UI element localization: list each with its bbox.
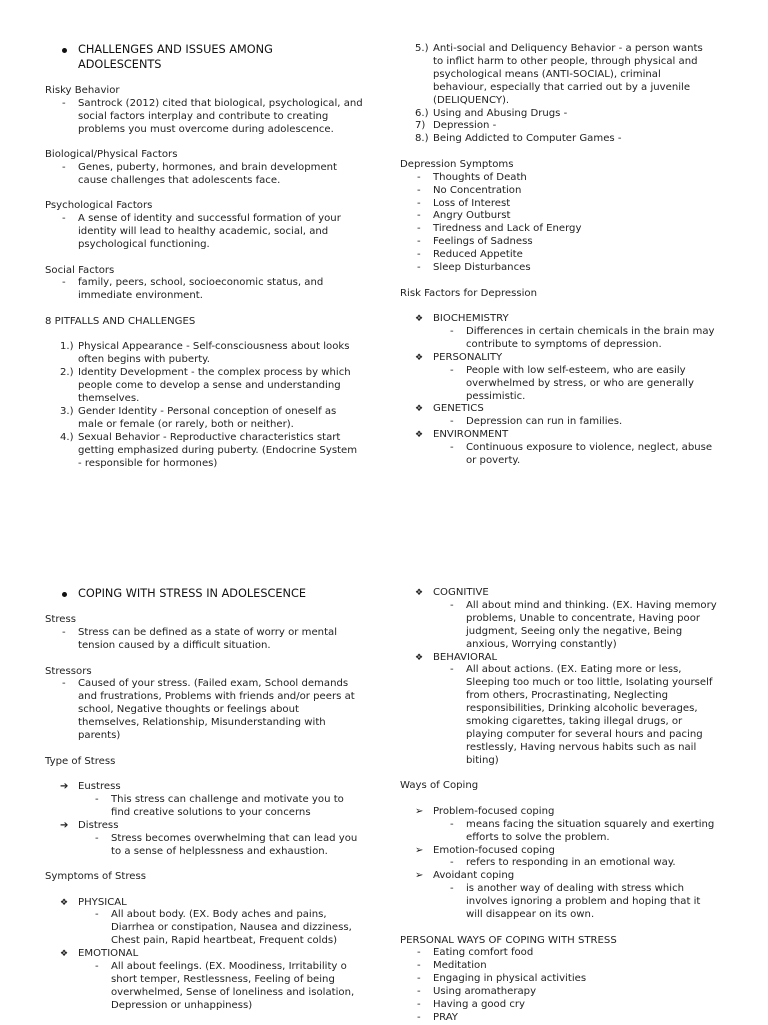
text-line: Differences in certain chemicals in the brain may [466, 326, 715, 337]
text-line: Identity Development - the complex process by which [78, 367, 351, 379]
text-line: immediate environment. [78, 290, 203, 302]
risk-factor-detail: - Continuous exposure to violence, neglect, abuse or poverty. [400, 442, 740, 468]
text-line: PRAY [433, 1011, 458, 1023]
text-line: Caused of your stress. (Failed exam, School demands [78, 678, 349, 690]
text-line: getting emphasized during puberty. (Endocrine System [78, 444, 358, 456]
text-line: family, peers, school, socioeconomic status, and [78, 277, 324, 289]
stressors-label: Stressors [45, 665, 92, 677]
text-line: Thoughts of Death [433, 171, 527, 183]
text-line: Engaging in physical activities [433, 973, 587, 985]
text-line: People with low self-esteem, who are easily [466, 364, 686, 376]
text-line: playing computer for several hours and pacing [466, 728, 703, 740]
pitfall-item [45, 406, 375, 432]
list-item: - PRAY [400, 1012, 745, 1025]
text-line: Sleeping too much or too little, Isolating yourself [466, 677, 713, 689]
biological-factors-label: Biological/Physical Factors [45, 149, 178, 160]
text-line: Eating comfort food [433, 947, 534, 959]
text-line: Depression or unhappiness) [111, 999, 253, 1011]
text-line: Being Addicted to Computer Games - [433, 133, 622, 145]
diamond-bullet-icon: ❖ [415, 652, 424, 663]
list-number: 3.) [60, 405, 74, 417]
text-line: Santrock (2012) cited that biological, psychological, and [78, 97, 363, 109]
risk-factor-detail: - Differences in certain chemicals in the brain may contribute to symptoms of depression. [400, 326, 740, 352]
list-item: - Engaging in physical activities [400, 973, 745, 986]
text-line: Genes, puberty, hormones, and brain development [78, 161, 338, 173]
text-line: problems you must overcome during adolescence. [78, 123, 334, 135]
coping-way-detail: - means facing the situation squarely and exerting efforts to solve the problem. [400, 819, 745, 845]
text-line: Problem-focused coping [433, 805, 555, 817]
stress-label: Stress [45, 614, 77, 626]
personal-ways-label: PERSONAL WAYS OF COPING WITH STRESS [400, 934, 617, 946]
text-line: overwhelmed by stress, or who are generally [466, 377, 694, 389]
coping-stress-section [45, 587, 375, 1013]
symptom-category-item [45, 948, 375, 961]
stress-type-item [45, 781, 375, 794]
arrow-right-icon: ➔ [60, 781, 69, 793]
list-item: - Having a good cry [400, 999, 745, 1012]
text-line: involves ignoring a problem and hoping that it [466, 896, 701, 908]
list-item: - Tiredness and Lack of Energy [400, 223, 740, 236]
risky-behavior-item: - Santrock (2012) cited that biological, psychological, and social factors interplay and contribute to creating problems you must overcome during adolescence. [45, 98, 375, 137]
text-line: (DELIQUENCY). [433, 94, 510, 106]
heading-line: CHALLENGES AND ISSUES AMONG [78, 43, 273, 56]
text-line: No Concentration [433, 184, 522, 196]
text-line: psychological functioning. [78, 239, 210, 251]
list-item: - Angry Outburst [400, 210, 740, 223]
text-line: pessimistic. [466, 390, 526, 402]
text-line: PHYSICAL [78, 896, 127, 908]
text-line: find creative solutions to your concerns [111, 806, 311, 818]
symptom-category-item [45, 897, 375, 910]
list-number: 7) [415, 120, 426, 132]
list-number: 8.) [415, 133, 429, 145]
text-line: Stress can be defined as a state of worry or mental [78, 627, 338, 639]
list-number: 1.) [60, 341, 74, 353]
arrowhead-right-icon: ➢ [415, 805, 424, 817]
text-line: Eustress [78, 781, 121, 793]
text-line: BIOCHEMISTRY [433, 313, 509, 325]
text-line: themselves, Relationship, Misunderstanding with [78, 717, 326, 729]
diamond-bullet-icon: ❖ [415, 314, 424, 325]
text-line: means facing the situation squarely and exerting [466, 818, 715, 830]
coping-way-item [400, 845, 745, 858]
text-line: social factors interplay and contribute to creating [78, 110, 329, 122]
text-line: from others, Procrastinating, Neglecting [466, 690, 669, 702]
text-line: Using aromatherapy [433, 986, 537, 998]
text-line: contribute to symptoms of depression. [466, 338, 662, 350]
text-line: cause challenges that adolescents face. [78, 174, 281, 186]
text-line: parents) [78, 730, 121, 742]
text-line: is another way of dealing with stress which [466, 883, 685, 895]
bullet-dot-icon [62, 48, 67, 53]
psychological-factors-label: Psychological Factors [45, 200, 153, 212]
text-line: responsibilities, Drinking alcoholic beverages, [466, 703, 698, 715]
list-item: - Meditation [400, 960, 745, 973]
diamond-bullet-icon: ❖ [415, 352, 424, 363]
heading-line: COPING WITH STRESS IN ADOLESCENCE [78, 587, 306, 600]
text-line: Avoidant coping [433, 870, 515, 882]
text-line: anxious, Worrying constantly) [466, 638, 617, 650]
text-line: male or female (or rarely, both or neither). [78, 418, 294, 430]
pitfall-item [400, 43, 740, 108]
text-line: often begins with puberty. [78, 354, 210, 366]
text-line: people come to develop a sense and understanding [78, 380, 341, 392]
text-line: smoking cigarettes, taking illegal drugs, or [466, 716, 683, 728]
stress-type-detail: - Stress becomes overwhelming that can lead you to a sense of helplessness and exhaustion. [45, 833, 375, 859]
risk-factor-item [400, 429, 740, 442]
list-item: - Sleep Disturbances [400, 262, 740, 275]
pitfalls-label: 8 PITFALLS AND CHALLENGES [45, 315, 196, 327]
stress-type-item [45, 820, 375, 833]
text-line: Distress [78, 819, 119, 831]
text-line: Using and Abusing Drugs - [433, 107, 568, 119]
text-line: All about body. (EX. Body aches and pains, [111, 909, 327, 921]
diamond-bullet-icon: ❖ [60, 949, 69, 960]
list-number: 4.) [60, 431, 74, 443]
text-line: GENETICS [433, 403, 484, 415]
list-item: - Thoughts of Death [400, 172, 740, 185]
stress-type-detail: - This stress can challenge and motivate you to find creative solutions to your concerns [45, 794, 375, 820]
text-line: and frustrations, Problems with friends and/or peers at [78, 691, 355, 703]
text-line: All about mind and thinking. (EX. Having memory [466, 599, 717, 611]
risk-factors-label: Risk Factors for Depression [400, 287, 538, 299]
type-of-stress-label: Type of Stress [45, 755, 116, 767]
text-line: Depression - [433, 120, 497, 132]
coping-way-detail: - is another way of dealing with stress which involves ignoring a problem and hoping that it will disappear on its own. [400, 883, 745, 922]
symptoms-of-stress-label: Symptoms of Stress [45, 871, 147, 883]
diamond-bullet-icon: ❖ [415, 430, 424, 441]
text-line: Continuous exposure to violence, neglect, abuse [466, 442, 713, 454]
text-line: identity will lead to healthy academic, social, and [78, 226, 329, 238]
text-line: - responsible for hormones) [78, 457, 218, 469]
text-line: Having a good cry [433, 999, 526, 1011]
pitfall-item [400, 133, 740, 146]
text-line: COGNITIVE [433, 587, 489, 598]
text-line: Chest pain, Rapid heartbeat, Frequent colds) [111, 935, 338, 947]
text-line: Tiredness and Lack of Energy [433, 223, 582, 235]
text-line: Loss of Interest [433, 197, 511, 209]
diamond-bullet-icon: ❖ [415, 588, 424, 598]
heading-line: ADOLESCENTS [78, 57, 162, 71]
pitfall-item [400, 108, 740, 121]
symptom-category-item [400, 587, 745, 600]
list-item: - Eating comfort food [400, 947, 745, 960]
text-line: A sense of identity and successful formation of your [78, 213, 341, 225]
risky-behavior-label: Risky Behavior [45, 84, 120, 96]
coping-way-detail: - refers to responding in an emotional way. [400, 857, 745, 870]
text-line: tension caused by a difficult situation. [78, 640, 271, 651]
list-item: - Loss of Interest [400, 198, 740, 211]
text-line: or poverty. [466, 455, 521, 467]
list-number: 5.) [415, 43, 429, 54]
text-line: restlessly, Having nervous habits such as nail [466, 741, 697, 753]
text-line: EMOTIONAL [78, 948, 139, 960]
text-line: themselves. [78, 392, 140, 404]
risk-factor-detail: - People with low self-esteem, who are easily overwhelmed by stress, or who are generally pessimistic. [400, 365, 740, 404]
text-line: Meditation [433, 960, 487, 972]
challenges-section [45, 43, 375, 470]
list-number: 2.) [60, 367, 74, 379]
pitfall-item [400, 120, 740, 133]
text-line: Depression can run in families. [466, 416, 623, 428]
list-item: - Using aromatherapy [400, 986, 745, 999]
text-line: to a sense of helplessness and exhaustion. [111, 845, 328, 857]
text-line: behaviour, especially that carried out by a juvenile [433, 81, 691, 93]
risk-factor-item [400, 352, 740, 365]
social-factors-item: - family, peers, school, socioeconomic status, and immediate environment. [45, 277, 375, 303]
diamond-bullet-icon: ❖ [60, 897, 69, 908]
text-line: overwhelmed, Sense of loneliness and isolation, [111, 986, 355, 998]
text-line: Diarrhea or constipation, Nausea and dizziness, [111, 922, 352, 934]
arrowhead-right-icon: ➢ [415, 844, 424, 856]
challenges-heading [45, 43, 375, 72]
depression-section [400, 43, 740, 468]
list-number: 6.) [415, 107, 429, 119]
symptom-category-detail: - All about feelings. (EX. Moodiness, Irritability o short temper, Restlessness, Feeling of being overwhelmed, Sense of loneliness and isolation, Depression or unhappiness) [45, 961, 375, 1013]
list-item: - Feelings of Sadness [400, 236, 740, 249]
text-line: to inflict harm to other people, through physical and [433, 55, 698, 67]
stress-item: - Stress can be defined as a state of worry or mental tension caused by a difficult situation. [45, 627, 375, 653]
text-line: All about actions. (EX. Eating more or less, [466, 664, 682, 676]
text-line: efforts to solve the problem. [466, 831, 610, 843]
diamond-bullet-icon: ❖ [415, 404, 424, 415]
text-line: Stress becomes overwhelming that can lead you [111, 832, 358, 844]
text-line: problems, Unable to concentrate, Having poor [466, 612, 701, 624]
arrow-right-icon: ➔ [60, 819, 69, 831]
symptom-category-detail: - All about actions. (EX. Eating more or less, Sleeping too much or too little, Isolating yourself from others, Procrastinating, Neglecting responsibilities, Drinking alcoholic beverages, smoking cigarettes, taking illegal drugs, or playing computer for several hours and pacing restlessly, Having nervous habits such as nail biting) [400, 664, 745, 767]
text-line: judgment, Seeing only the negative, Being [466, 625, 683, 637]
risk-factor-item [400, 313, 740, 326]
biological-factors-item: - Genes, puberty, hormones, and brain development cause challenges that adolescents face. [45, 162, 375, 188]
pitfall-item [45, 341, 375, 367]
coping-way-item [400, 870, 745, 883]
text-line: biting) [466, 754, 499, 766]
text-line: Sexual Behavior - Reproductive characteristics start [78, 431, 341, 443]
list-item: - No Concentration [400, 185, 740, 198]
text-line: Physical Appearance - Self-consciousness about looks [78, 341, 350, 353]
text-line: Angry Outburst [433, 210, 511, 222]
text-line: will disappear on its own. [466, 909, 595, 921]
social-factors-label: Social Factors [45, 264, 115, 276]
text-line: BEHAVIORAL [433, 651, 498, 663]
coping-way-item [400, 806, 745, 819]
coping-ways-section [400, 587, 745, 1025]
risk-factor-detail: - Depression can run in families. [400, 416, 740, 429]
psychological-factors-item: - A sense of identity and successful formation of your identity will lead to healthy academic, social, and psychological functioning. [45, 213, 375, 252]
text-line: Feelings of Sadness [433, 236, 533, 248]
text-line: ENVIRONMENT [433, 429, 509, 441]
coping-heading [45, 587, 375, 602]
risk-factor-item [400, 403, 740, 416]
text-line: Emotion-focused coping [433, 844, 555, 856]
text-line: Sleep Disturbances [433, 262, 531, 274]
arrowhead-right-icon: ➢ [415, 870, 424, 882]
list-item: - Reduced Appetite [400, 249, 740, 262]
depression-symptoms-label: Depression Symptoms [400, 158, 514, 170]
text-line: Anti-social and Deliquency Behavior - a person wants [433, 43, 703, 54]
text-line: school, Negative thoughts or feelings about [78, 704, 299, 716]
text-line: This stress can challenge and motivate you to [111, 793, 344, 805]
bullet-dot-icon [62, 592, 67, 597]
stressors-item: - Caused of your stress. (Failed exam, School demands and frustrations, Problems with friends and/or peers at school, Negative thoughts or feelings about themselves, Relationship, Misunderstanding with parents) [45, 678, 375, 743]
symptom-category-item [400, 652, 745, 665]
ways-of-coping-label: Ways of Coping [400, 780, 479, 792]
pitfall-item [45, 367, 375, 406]
text-line: All about feelings. (EX. Moodiness, Irritability o [111, 961, 347, 973]
text-line: psychological means (ANTI-SOCIAL), criminal [433, 68, 661, 80]
symptom-category-detail: - All about body. (EX. Body aches and pains, Diarrhea or constipation, Nausea and dizziness, Chest pain, Rapid heartbeat, Frequent colds) [45, 909, 375, 948]
pitfall-item [45, 432, 375, 471]
text-line: PERSONALITY [433, 351, 503, 363]
text-line: Reduced Appetite [433, 249, 523, 261]
symptom-category-detail: - All about mind and thinking. (EX. Having memory problems, Unable to concentrate, Having poor judgment, Seeing only the negative, Being anxious, Worrying constantly) [400, 600, 745, 652]
text-line: short temper, Restlessness, Feeling of being [111, 974, 335, 985]
text-line: refers to responding in an emotional way. [466, 857, 676, 869]
text-line: Gender Identity - Personal conception of oneself as [78, 405, 337, 417]
